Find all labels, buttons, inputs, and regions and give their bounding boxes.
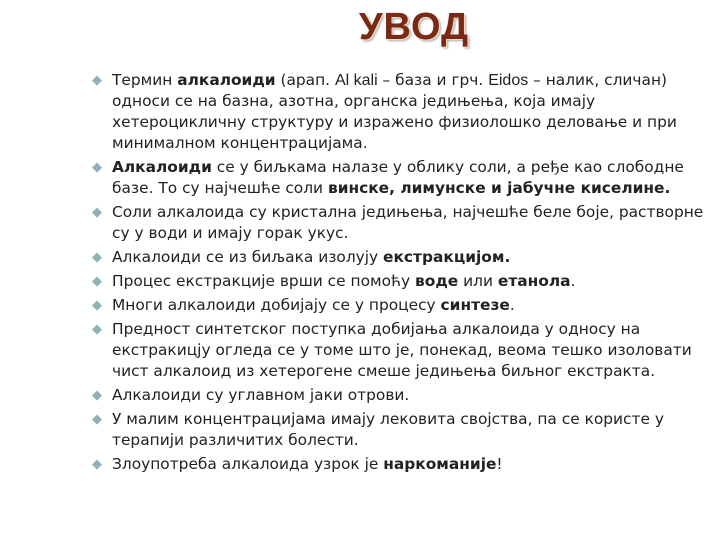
slide-body xyxy=(92,70,722,478)
bullet-item xyxy=(92,454,722,475)
bullet-item xyxy=(92,70,722,154)
bullet-item xyxy=(92,295,722,316)
bullet-icon: ◆ xyxy=(92,322,102,337)
bullet-text: – база и грч. xyxy=(377,71,489,89)
bullet-item xyxy=(92,157,722,199)
bullet-text: Термин xyxy=(112,71,178,89)
bullet-item xyxy=(92,319,722,382)
bullet-item xyxy=(92,247,722,268)
bullet-icon: ◆ xyxy=(92,160,102,175)
bullet-emphasis: наркоманије xyxy=(383,455,497,473)
bullet-text: Злоупотреба алкалоида узрок је xyxy=(112,455,384,473)
bullet-icon: ◆ xyxy=(92,457,102,472)
bullet-text: Eidos xyxy=(488,72,529,89)
bullet-text: Al kali xyxy=(334,72,378,89)
bullet-emphasis: винске, лимунске и јабучне киселине. xyxy=(327,179,671,197)
bullet-icon: ◆ xyxy=(92,250,102,265)
bullet-emphasis: екстракцијом. xyxy=(383,248,511,266)
title-area xyxy=(0,6,728,49)
bullet-icon: ◆ xyxy=(92,73,102,88)
bullet-text: Процес екстракције врши се помоћу xyxy=(112,272,416,290)
bullet-emphasis: синтезе xyxy=(440,296,510,314)
bullet-item xyxy=(92,409,722,451)
bullet-text: Алкалоиди се из биљака изолују xyxy=(112,248,384,266)
bullet-text: У малим концентрацијама имају лековита својства, па се користе у терапији различитих болести. xyxy=(112,410,664,449)
bullet-text: (арап. xyxy=(275,71,335,89)
bullet-emphasis: Алкалоиди xyxy=(112,158,212,176)
bullet-text: . xyxy=(509,296,515,314)
bullet-icon: ◆ xyxy=(92,274,102,289)
bullet-text: Многи алкалоиди добијају се у процесу xyxy=(112,296,441,314)
bullet-text: Соли алкалоида су кристална једињења, најчешће беле боје, растворне су у води и имају горак укус. xyxy=(112,203,704,242)
bullet-icon: ◆ xyxy=(92,205,102,220)
bullet-icon: ◆ xyxy=(92,388,102,403)
bullet-emphasis: етанола xyxy=(497,272,571,290)
bullet-icon: ◆ xyxy=(92,298,102,313)
bullet-text: се у биљкама налазе у облику соли, а ређе као слободне базе. То су најчешће соли xyxy=(112,158,684,197)
bullet-emphasis: алкалоиди xyxy=(177,71,276,89)
bullet-text: – налик, сличан) односи се на базна, азотна, органска једињења, која имају хетероцикличну структуру и изражено физиолошко деловање и при минималном концентрацијама. xyxy=(112,71,677,152)
bullet-item xyxy=(92,385,722,406)
bullet-item xyxy=(92,202,722,244)
bullet-list xyxy=(92,70,722,475)
bullet-item xyxy=(92,271,722,292)
slide-title: УВОД xyxy=(358,6,470,48)
bullet-icon: ◆ xyxy=(92,412,102,427)
bullet-text: или xyxy=(458,272,498,290)
bullet-text: Алкалоиди су углавном јаки отрови. xyxy=(112,386,410,404)
bullet-text: . xyxy=(570,272,576,290)
bullet-text: Предност синтетског поступка добијања алкалоида у односу на екстракицју огледа се у томе што је, понекад, веома тешко изоловати чист алкалоид из хетерогене смеше једињења биљног екстракта. xyxy=(112,320,692,380)
bullet-text: ! xyxy=(496,455,503,473)
bullet-emphasis: воде xyxy=(415,272,459,290)
